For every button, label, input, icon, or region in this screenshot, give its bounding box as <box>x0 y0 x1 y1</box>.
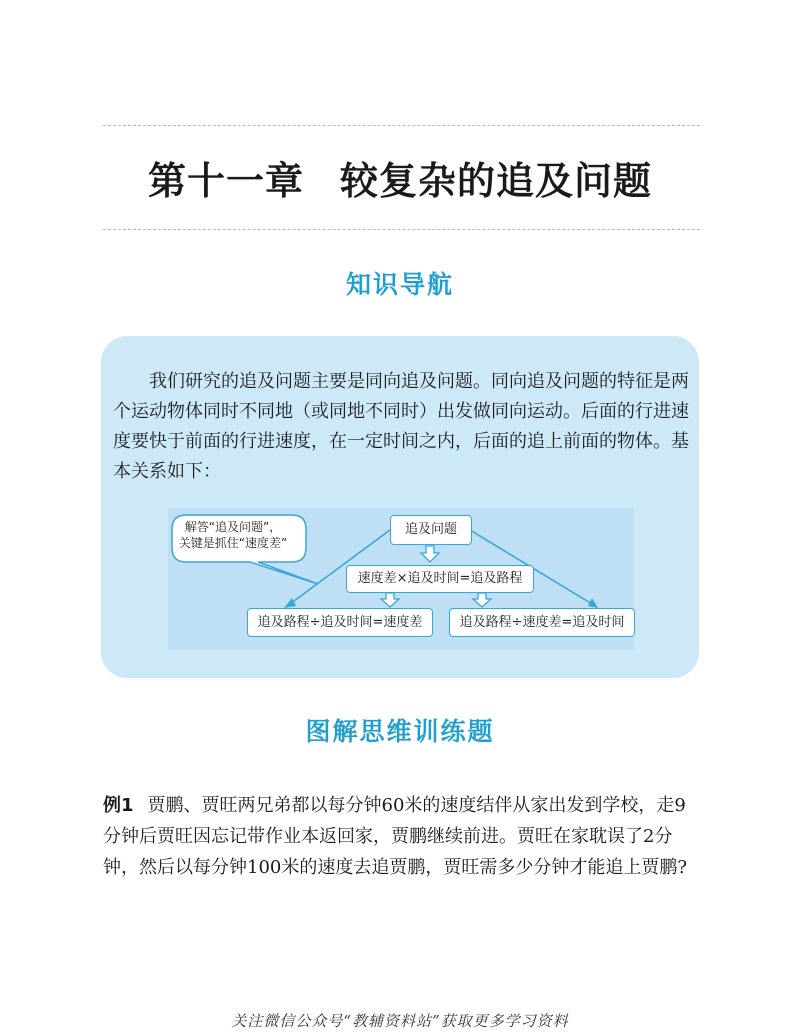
diagram-box-formula: 速度差×追及时间=追及路程 <box>346 565 534 593</box>
arrowhead-right <box>588 598 598 608</box>
chapter-number: 第十一章 <box>147 159 304 203</box>
diagram-box-right: 追及路程÷速度差=追及时间 <box>449 608 635 637</box>
down-arrow-right <box>473 593 491 607</box>
bubble-line-1: 解答“追及问题”， <box>184 520 282 534</box>
down-arrow-left <box>381 593 399 607</box>
bubble-text <box>173 519 293 551</box>
footer-note: 关注微信公众号“教辅资料站”获取更多学习资料 <box>231 1012 569 1030</box>
down-arrow-main <box>421 546 439 562</box>
diagram-box-main: 追及问题 <box>390 515 472 545</box>
chapter-name: 较复杂的追及问题 <box>340 159 653 203</box>
example-label: 例1 <box>103 795 134 816</box>
knowledge-nav-heading: 知识导航 <box>345 270 454 299</box>
knowledge-text: 我们研究的追及问题主要是同向追及问题。同向追及问题的特征是两个运动物体同时不同地（或同地不同时）出发做同向运动。后面的行进速度要快于前面的行进速度，在一定时间之内，后面的追上前面的物体。基本关系如下： <box>113 371 689 482</box>
example-text: 贾鹏、贾旺两兄弟都以每分钟60米的速度结伴从家出发到学校，走9分钟后贾旺因忘记带作业本返回家，贾鹏继续前进。贾旺在家耽误了2分钟，然后以每分钟100米的速度去追贾鹏，贾旺需多少分钟才能追上贾鹏? <box>103 795 688 878</box>
practice-heading: 图解思维训练题 <box>305 717 495 746</box>
arrowhead-left <box>284 598 296 608</box>
example-1 <box>103 790 703 883</box>
diagram-box-left: 追及路程÷追及时间=速度差 <box>247 608 433 637</box>
bubble-line-2: 关键是抓住“速度差” <box>178 536 288 550</box>
